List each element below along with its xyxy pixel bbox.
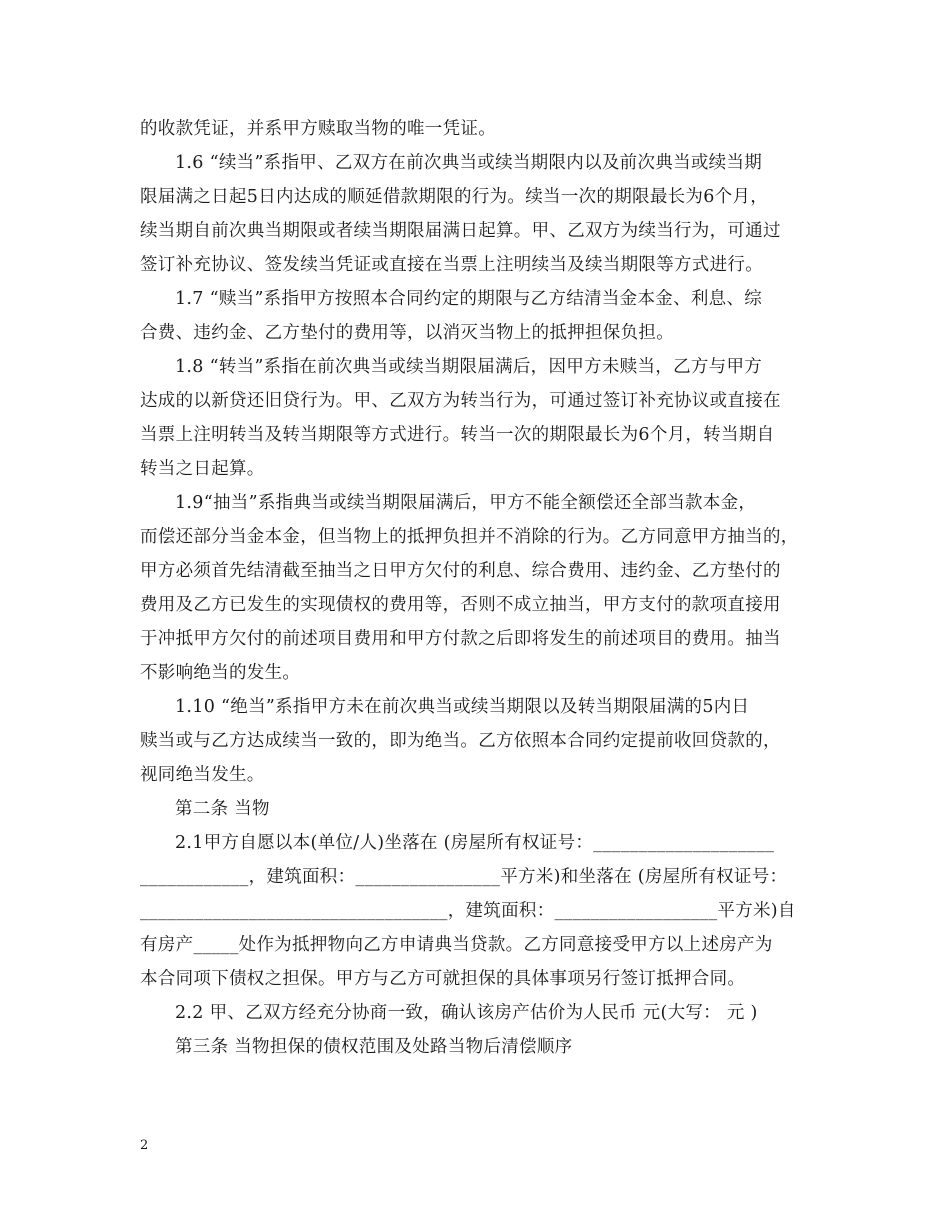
- text-line: 1.10 “绝当”系指甲方未在前次典当或续当期限以及转当期限届满的5内日: [175, 697, 750, 717]
- text-line: 于冲抵甲方欠付的前述项目费用和甲方付款之后即将发生的前述项目的费用。抽当: [140, 629, 781, 649]
- text-line: 当票上注明转当及转当期限等方式进行。转当一次的期限最长为6个月，转当期自: [140, 425, 775, 445]
- text-line: 的收款凭证，并系甲方赎取当物的唯一凭证。: [140, 119, 496, 139]
- text-line: ____________，建筑面积：________________平方米)和坐落在 (房屋所有权证号：: [140, 867, 788, 887]
- text-line: 1.7 “赎当”系指甲方按照本合同约定的期限与乙方结清当金本金、利息、综: [175, 289, 763, 309]
- text-line: 1.9“抽当”系指典当或续当期限届满后，甲方不能全额偿还全部当款本金，: [175, 493, 757, 513]
- text-line: 而偿还部分当金本金，但当物上的抵押负担并不消除的行为。乙方同意甲方抽当的，: [140, 527, 799, 547]
- text-line: 合费、违约金、乙方垫付的费用等，以消灭当物上的抵押担保负担。: [140, 323, 674, 343]
- text-line: __________________________________，建筑面积：__________________平方米)自: [140, 901, 796, 921]
- text-line: 视同绝当发生。: [140, 765, 265, 785]
- text-line: 2.1甲方自愿以本(单位/人)坐落在 (房屋所有权证号：____________________: [175, 833, 775, 853]
- page-number: 2: [140, 1138, 149, 1153]
- text-line: 转当之日起算。: [140, 459, 265, 479]
- text-line: 有房产_____处作为抵押物向乙方申请典当贷款。乙方同意接受甲方以上述房产为: [140, 935, 773, 955]
- text-line: 甲方必须首先结清截至抽当之日甲方欠付的利息、综合费用、违约金、乙方垫付的: [140, 561, 781, 581]
- section-heading: 第三条 当物担保的债权范围及处路当物后清偿顺序: [175, 1037, 573, 1057]
- text-line: 本合同项下债权之担保。甲方与乙方可就担保的具体事项另行签订抵押合同。: [140, 969, 746, 989]
- section-heading: 第二条 当物: [175, 799, 270, 819]
- text-line: 1.8 “转当”系指在前次典当或续当期限届满后，因甲方未赎当，乙方与甲方: [175, 357, 763, 377]
- text-line: 限届满之日起5日内达成的顺延借款期限的行为。续当一次的期限最长为6个月，: [140, 187, 769, 207]
- text-line: 不影响绝当的发生。: [140, 663, 301, 683]
- text-line: 费用及乙方已发生的实现债权的费用等，否则不成立抽当，甲方支付的款项直接用: [140, 595, 781, 615]
- text-line: 1.6 “续当”系指甲、乙双方在前次典当或续当期限内以及前次典当或续当期: [175, 153, 763, 173]
- text-line: 2.2 甲、乙双方经充分协商一致，确认该房产估价为人民币 元(大写： 元 ): [175, 1003, 758, 1023]
- text-line: 达成的以新贷还旧贷行为。甲、乙双方为转当行为，可通过签订补充协议或直接在: [140, 391, 781, 411]
- text-line: 续当期自前次典当期限或者续当期限届满日起算。甲、乙双方为续当行为，可通过: [140, 221, 781, 241]
- text-line: 签订补充协议、签发续当凭证或直接在当票上注明续当及续当期限等方式进行。: [140, 255, 763, 275]
- text-line: 赎当或与乙方达成续当一致的，即为绝当。乙方依照本合同约定提前收回贷款的，: [140, 731, 781, 751]
